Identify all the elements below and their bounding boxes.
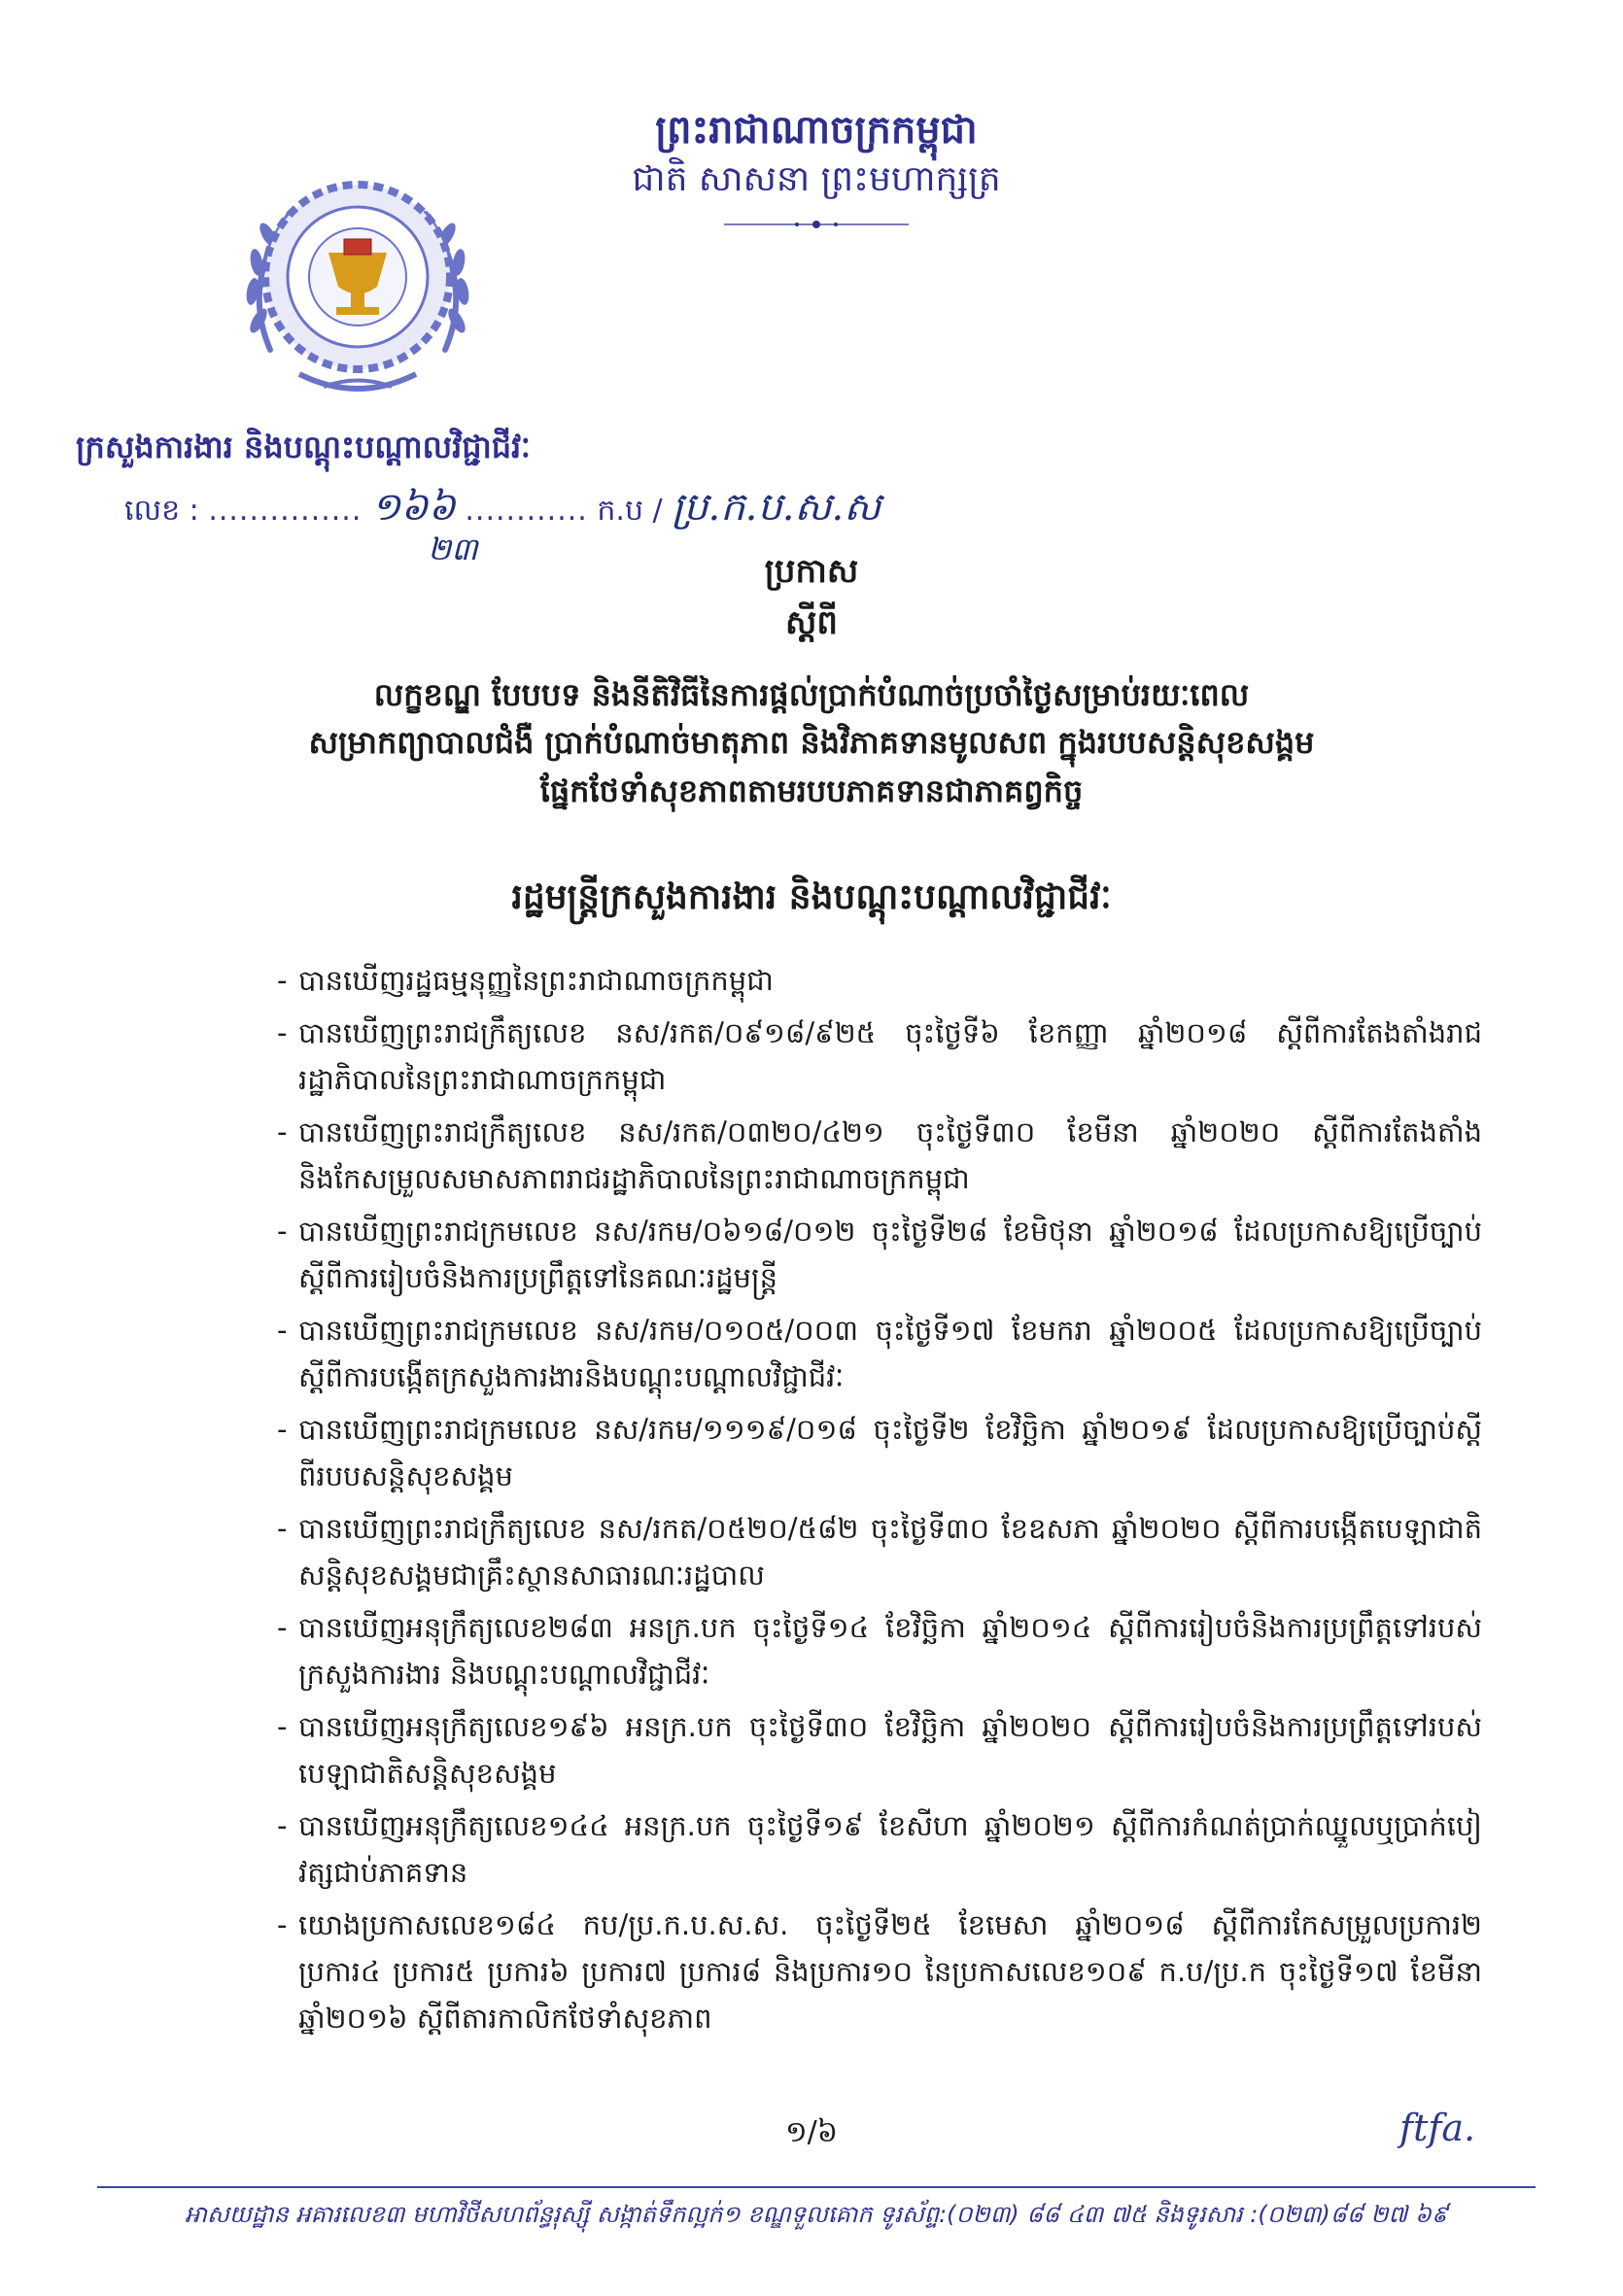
sdey-pi-heading: ស្តីពី [785,603,838,643]
kingdom-header [544,105,1088,233]
ref-year: ២៣ [428,531,478,567]
kingdom-motto: ជាតិ សាសនា ព្រះមហាក្សត្រ [632,159,1001,199]
list-item: - បានឃើញព្រះរាជក្រមលេខ នស/រកម/១១១៩/០១៨ ចុះថ្ងៃទី២ ខែវិច្ឆិកា ឆ្នាំ២០១៩ ដែលប្រកាសឱ្យប្រើច្បាប់ស្តីពីរបបសន្តិសុខសង្គម [277,1406,1482,1499]
minister-heading: រដ្ឋមន្ត្រីក្រសួងការងារ និងបណ្តុះបណ្តាលវិជ្ជាជីវៈ [511,877,1112,917]
ref-middle: ក.ប [597,494,643,528]
ministry-emblem-logo [231,155,484,408]
reference-line: លេខ : ............... ១៦៦ ............ ក.ប / ប្រ.ក.ប.ស.ស [124,485,881,530]
footer-divider [97,2186,1536,2188]
list-item: - បានឃើញរដ្ឋធម្មនុញ្ញនៃព្រះរាជាណាចក្រកម្ពុជា [277,957,1482,1004]
ref-code: ប្រ.ក.ប.ស.ស [672,485,881,530]
page-number: ១/៦ [784,2115,839,2149]
subject-heading [155,671,1468,816]
list-item: - បានឃើញព្រះរាជក្រមលេខ នស/រកម/០១០៥/០០៣ ចុះថ្ងៃទី១៧ ខែមករា ឆ្នាំ២០០៥ ដែលប្រកាសឱ្យប្រើច្បាប់ស្តីពីការបង្កើតក្រសួងការងារនិងបណ្តុះបណ្តាលវិជ្ជាជីវៈ [277,1307,1482,1400]
list-item: - បានឃើញអនុក្រឹត្យលេខ២៨៣ អនក្រ.បក ចុះថ្ងៃទី១៤ ខែវិច្ឆិកា ឆ្នាំ២០១៤ ស្តីពីការរៀបចំនិងការប្រព្រឹត្តទៅរបស់ក្រសួងការងារ និងបណ្តុះបណ្តាលវិជ្ជាជីវៈ [277,1604,1482,1697]
list-item: - បានឃើញព្រះរាជក្រឹត្យលេខ នស/រកត/០៩១៨/៩២៥ ចុះថ្ងៃទី៦ ខែកញ្ញា ឆ្នាំ២០១៨ ស្តីពីការតែងតាំងរាជរដ្ឋាភិបាលនៃព្រះរាជាណាចក្រកម្ពុជា [277,1010,1482,1103]
prakas-heading: ប្រកាស [764,552,859,591]
header-ornament [724,220,909,229]
list-item: - បានឃើញព្រះរាជក្រមលេខ នស/រកម/០៦១៨/០១២ ចុះថ្ងៃទី២៨ ខែមិថុនា ឆ្នាំ២០១៨ ដែលប្រកាសឱ្យប្រើច្បាប់ស្តីពីការរៀបចំនិងការប្រព្រឹត្តទៅនៃគណៈរដ្ឋមន្ត្រី [277,1208,1482,1301]
subject-line: ផ្នែកថែទាំសុខភាពតាមរបបភាគទានជាភាគព្វកិច្ច [539,771,1084,809]
list-item: - បានឃើញព្រះរាជក្រឹត្យលេខ នស/រកត/០៣២០/៤២១ ចុះថ្ងៃទី៣០ ខែមីនា ឆ្នាំ២០២០ ស្តីពីការតែងតាំងនិងកែសម្រួលសមាសភាពរាជរដ្ឋាភិបាលនៃព្រះរាជាណាចក្រកម្ពុជា [277,1109,1482,1202]
legal-basis-list [277,957,1482,2047]
list-item: - យោងប្រកាសលេខ១៨៤ កប/ប្រ.ក.ប.ស.ស. ចុះថ្ងៃទី២៥ ខែមេសា ឆ្នាំ២០១៨ ស្តីពីការកែសម្រួលប្រការ២ ប្រការ៤ ប្រការ៥ ប្រការ៦ ប្រការ៧ ប្រការ៨ និងប្រការ១០ នៃប្រកាសលេខ១០៩ ក.ប/ប្រ.ក ចុះថ្ងៃទី១៧ ខែមីនា ឆ្នាំ២០១៦ ស្តីពីតារកាលិកថែទាំសុខភាព [277,1902,1482,2041]
footer-address: អាសយដ្ឋាន អគារលេខ៣ មហាវិថីសហព័ន្ធរុស្ស៊ី សង្កាត់ទឹកល្អក់១ ខណ្ឌទួលគោក ទូរស័ព្ទ:(០២៣) ៨៨ ៤៣ ៧៥ និងទូរសារ :(០២៣)៨៨ ២៧ ៦៩ [185,2201,1448,2228]
list-item: - បានឃើញព្រះរាជក្រឹត្យលេខ នស/រកត/០៥២០/៥៨២ ចុះថ្ងៃទី៣០ ខែឧសភា ឆ្នាំ២០២០ ស្តីពីការបង្កើតបេឡាជាតិសន្តិសុខសង្គមជាគ្រឹះស្ថានសាធារណៈរដ្ឋបាល [277,1505,1482,1598]
list-item: - បានឃើញអនុក្រឹត្យលេខ១៩៦ អនក្រ.បក ចុះថ្ងៃទី៣០ ខែវិច្ឆិកា ឆ្នាំ២០២០ ស្តីពីការរៀបចំនិងការប្រព្រឹត្តទៅរបស់បេឡាជាតិសន្តិសុខសង្គម [277,1703,1482,1797]
subject-line: លក្ខខណ្ឌ បែបបទ និងនីតិវិធីនៃការផ្តល់ប្រាក់បំណាច់ប្រចាំថ្ងៃសម្រាប់រយៈពេល [373,675,1250,713]
kingdom-title: ព្រះរាជាណាចក្រកម្ពុជា [655,108,978,153]
handwritten-initials: ftfa. [1399,2107,1476,2149]
ref-label: លេខ : [124,494,199,528]
ministry-name: ក្រសួងការងារ និងបណ្តុះបណ្តាលវិជ្ជាជីវៈ [76,428,531,465]
ref-number: ១៦៦ [370,485,456,530]
document-title [155,544,1468,815]
subject-line: សម្រាកព្យាបាលជំងឺ ប្រាក់បំណាច់មាតុភាព និងវិភាគទានមូលសព ក្នុងរបបសន្តិសុខសង្គម [308,724,1315,762]
list-item: - បានឃើញអនុក្រឹត្យលេខ១៤៤ អនក្រ.បក ចុះថ្ងៃទី១៩ ខែសីហា ឆ្នាំ២០២១ ស្តីពីការកំណត់ប្រាក់ឈ្នួលឬប្រាក់បៀវត្សជាប់ភាគទាន [277,1802,1482,1896]
